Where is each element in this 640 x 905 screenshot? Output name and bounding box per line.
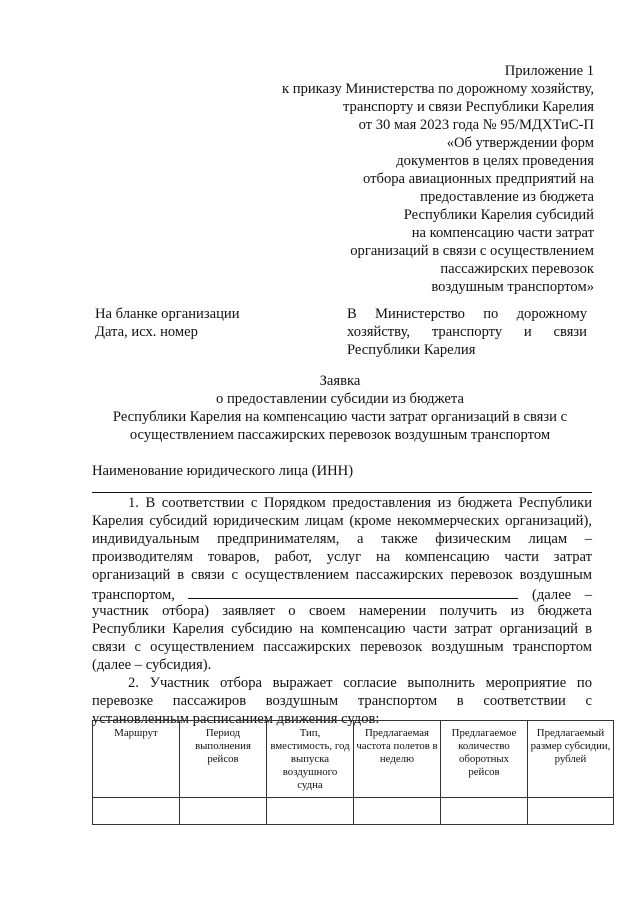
- letterhead-block: [95, 305, 315, 341]
- routes-table: [92, 720, 614, 825]
- addressee-block: [347, 305, 587, 359]
- appendix-line: документов в целях проведения: [396, 153, 594, 169]
- paragraph-fragment: транспортом,: [92, 587, 175, 603]
- org-name-label: Наименование юридического лица (ИНН): [92, 463, 354, 479]
- column-header-aircraft: Тип, вместимость, год выпуска воздушного судна: [267, 721, 354, 798]
- table-header-row: [93, 721, 614, 798]
- appendix-line: «Об утверждении форм: [446, 135, 594, 151]
- appendix-block: [214, 62, 594, 296]
- paragraph-line: Республики Карелия субсидию на компенсацию части затрат организаций в: [92, 621, 592, 637]
- table-cell[interactable]: [93, 798, 180, 825]
- paragraph-line: индивидуальным предпринимателям, а также физическим лицам –: [92, 531, 592, 547]
- paragraph-line: Карелия субсидий юридическим лицам (кроме некоммерческих организаций),: [92, 513, 592, 529]
- appendix-line: воздушным транспортом»: [431, 279, 594, 295]
- appendix-line: к приказу Министерства по дорожному хозяйству,: [282, 81, 594, 97]
- heading-title: Заявка: [319, 373, 361, 389]
- table-cell[interactable]: [267, 798, 354, 825]
- column-header-frequency: Предлагаемая частота полетов в неделю: [354, 721, 441, 798]
- paragraph-line: 2. Участник отбора выражает согласие выполнить мероприятие по: [128, 675, 592, 691]
- appendix-line: пассажирских перевозок: [440, 261, 594, 277]
- appendix-line: Республики Карелия субсидий: [403, 207, 594, 223]
- appendix-line: предоставление из бюджета: [420, 189, 594, 205]
- paragraph-fragment: (далее –: [532, 587, 592, 603]
- paragraph-line: связи с осуществлением пассажирских перевозок воздушным транспортом: [92, 639, 592, 655]
- addressee-line: Республики Карелия: [347, 342, 476, 358]
- appendix-line: Приложение 1: [504, 63, 594, 79]
- paragraph-line: установленным расписанием движения судов:: [92, 711, 380, 727]
- table-cell[interactable]: [441, 798, 528, 825]
- appendix-line: от 30 мая 2023 года № 95/МДХТиС-П: [358, 117, 594, 133]
- participant-name-blank[interactable]: [188, 584, 518, 599]
- table-row: [93, 798, 614, 825]
- paragraph-line: производителям товаров, работ, услуг на компенсацию части затрат: [92, 549, 592, 565]
- column-header-period: Период выполнения рейсов: [180, 721, 267, 798]
- body-text: [92, 494, 592, 728]
- table-cell[interactable]: [528, 798, 614, 825]
- column-header-route: Маршрут: [93, 721, 180, 798]
- appendix-line: отбора авиационных предприятий на: [363, 171, 594, 187]
- column-header-subsidy: Предлагаемый размер субсидии, рублей: [528, 721, 614, 798]
- org-name-field-line[interactable]: [92, 492, 592, 493]
- heading-line: осуществлением пассажирских перевозок воздушным транспортом: [129, 427, 551, 443]
- paragraph-line: организаций в связи с осуществлением пассажирских перевозок воздушным: [92, 567, 592, 583]
- table-cell[interactable]: [180, 798, 267, 825]
- heading-line: о предоставлении субсидии из бюджета: [216, 391, 464, 407]
- table-cell[interactable]: [354, 798, 441, 825]
- appendix-line: транспорту и связи Республики Карелия: [343, 99, 594, 115]
- paragraph-line: (далее – субсидия).: [92, 657, 212, 673]
- letterhead-line: На бланке организации: [95, 306, 240, 322]
- paragraph-line-with-blank: [92, 584, 592, 602]
- paragraph-line: 1. В соответствии с Порядком предоставления из бюджета Республики: [128, 495, 592, 511]
- column-header-flights: Предлагаемое количество оборотных рейсов: [441, 721, 528, 798]
- addressee-line: В Министерство по дорожному: [347, 306, 587, 322]
- document-heading: [90, 372, 590, 444]
- paragraph-line: перевозке пассажиров воздушным транспортом в соответствии с: [92, 693, 592, 709]
- heading-line: Республики Карелия на компенсацию части затрат организаций в связи с: [112, 409, 568, 425]
- appendix-line: организаций в связи с осуществлением: [350, 243, 594, 259]
- appendix-line: на компенсацию части затрат: [411, 225, 594, 241]
- letterhead-line: Дата, исх. номер: [95, 324, 198, 340]
- addressee-line: хозяйству, транспорту и связи: [347, 324, 587, 340]
- paragraph-line: участник отбора) заявляет о своем намерении получить из бюджета: [92, 603, 592, 619]
